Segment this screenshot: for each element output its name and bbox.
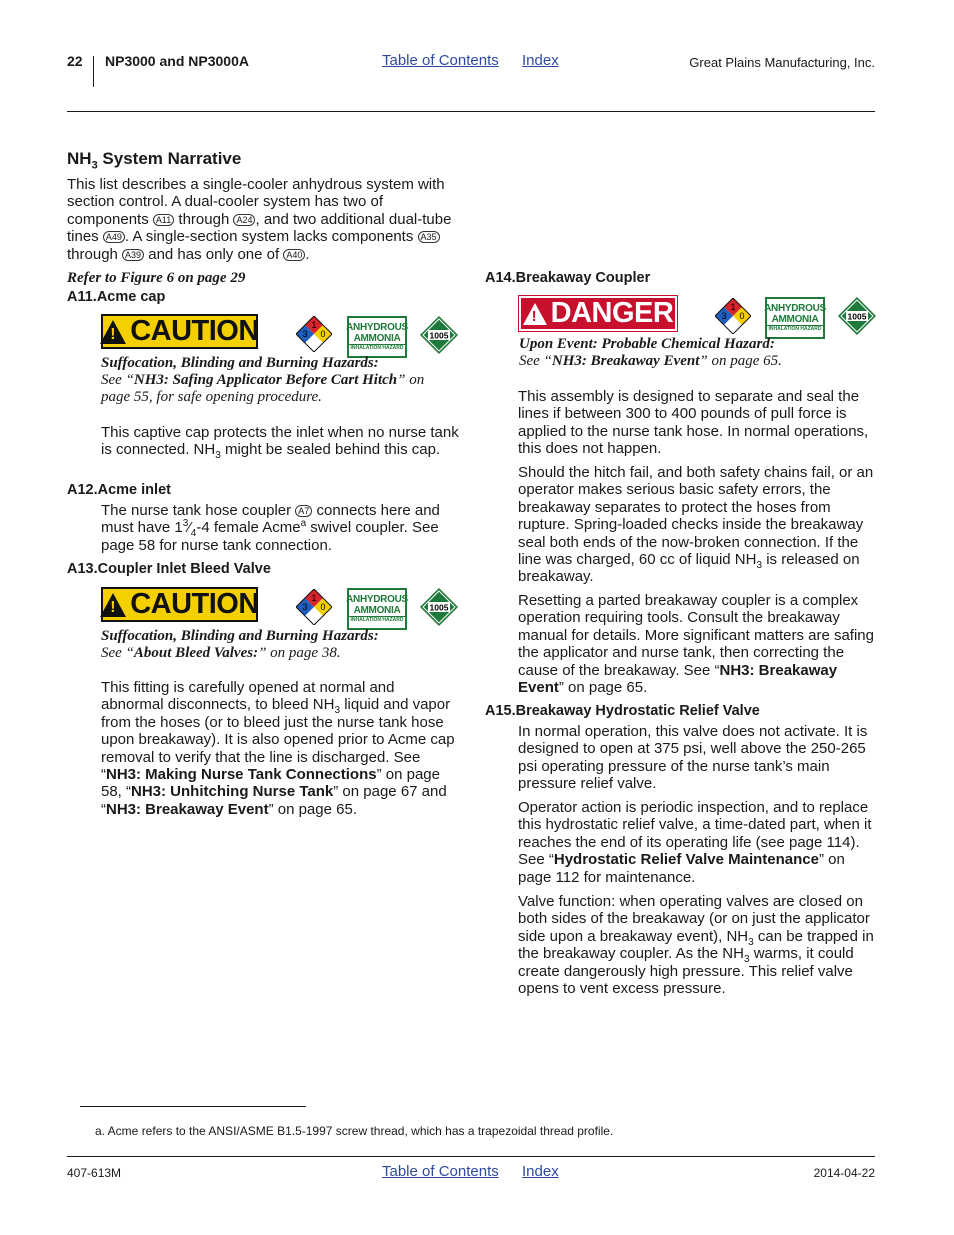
svg-text:1005: 1005 xyxy=(847,311,867,322)
publication-date: 2014-04-22 xyxy=(813,1166,875,1180)
ref-a24: A24 xyxy=(233,214,255,226)
caution-sign-a13: ! CAUTION xyxy=(101,587,258,622)
svg-text:1: 1 xyxy=(730,302,736,312)
footer-rule xyxy=(67,1156,875,1157)
a13-heading: A13.Coupler Inlet Bleed Valve xyxy=(67,561,271,577)
a11-heading: A11.Acme cap xyxy=(67,289,166,305)
un-1005-placard-icon xyxy=(419,587,459,631)
un-1005-placard-icon xyxy=(419,315,459,359)
a12-description: The nurse tank hose coupler A7 connects here and must have $1^3⁄_4-4$ female Acme$^a$ swivel coupler. See page 58 for nurse tank connection. xyxy=(101,502,440,554)
svg-text:1: 1 xyxy=(311,320,317,330)
ref-a40: A40 xyxy=(283,249,305,261)
a12-heading: A12.Acme inlet xyxy=(67,482,171,498)
svg-text:0: 0 xyxy=(320,602,326,612)
svg-text:3: 3 xyxy=(302,329,308,339)
a14-heading: A14.Breakaway Coupler xyxy=(485,270,651,286)
ref-a39: A39 xyxy=(122,249,144,261)
nfpa-diamond-icon xyxy=(296,589,332,629)
a14-paragraph-3: Resetting a parted breakaway coupler is a complex operation requiring tools. Consult the breakaway manual for details. More significant matters are safing the applicator and nurse tank, then correcting the cause of the breakaway. See “NH3: Breakaway Event” on page 65. xyxy=(518,592,874,697)
anhydrous-ammonia-label: ANHYDROUS AMMONIA INHALATION HAZARD xyxy=(765,297,825,339)
a11-description: This captive cap protects the inlet when no nurse tank is connected. $NH_3$ might be sealed behind this cap. xyxy=(101,424,459,462)
a13-description: This fitting is carefully opened at normal and abnormal disconnects, to bleed $NH_3$ liquid and vapor from the hoses (or to bleed just the nurse tank hose upon breakaway). It is also opened prior to Acme cap removal to verify that the line is discharged. See “NH3: Making Nurse Tank Connections” on page 58, “NH3: Unhitching Nurse Tank” on page 67 and “NH3: Breakaway Event” on page 65. xyxy=(101,679,455,818)
company-name: Great Plains Manufacturing, Inc. xyxy=(689,55,875,70)
ref-a49: A49 xyxy=(103,231,125,243)
a15-paragraph-2: Operator action is periodic inspection, and to replace this hydrostatic relief valve, a time-dated part, when it reaches the end of its operating life (see page 114). See “Hydrostatic Relief Valve Maintenance” on page 112 for maintenance. xyxy=(518,799,872,886)
a13-hazard-note: Suffocation, Blinding and Burning Hazards: See “About Bleed Valves:” on page 38. xyxy=(101,628,379,661)
manual-title: NP3000 and NP3000A xyxy=(105,53,249,69)
document-number: 407-613M xyxy=(67,1166,122,1180)
a15-paragraph-1: In normal operation, this valve does not activate. It is designed to open at 375 psi, well above the 250-265 psi operating pressure of the nurse tank’s main pressure relief valve. xyxy=(518,723,868,793)
danger-sign-a14: ! DANGER xyxy=(519,296,677,331)
footnote: a. Acme refers to the ANSI/ASME B1.5-1997 screw thread, which has a trapezoidal thread profile. xyxy=(95,1124,614,1138)
header-divider xyxy=(93,56,94,87)
index-link-footer[interactable]: Index xyxy=(522,1163,559,1180)
a11-hazard-note: Suffocation, Blinding and Burning Hazards: See “NH3: Safing Applicator Before Cart Hitch” on page 55, for safe opening procedure. xyxy=(101,355,425,405)
a14-paragraph-1: This assembly is designed to separate and seal the lines if between 300 to 400 pounds of pull force is applied to the nurse tank hose. In normal operations, this does not happen. xyxy=(518,388,869,458)
a15-heading: A15.Breakaway Hydrostatic Relief Valve xyxy=(485,703,760,719)
a15-paragraph-3: Valve function: when operating valves are closed on both sides of the breakaway (or on just the applicator side upon a breakaway event), $NH_3$ can be trapped in the breakaway coupler. As the $NH_3$ warms, it could create dangerously high pressure. This relief valve opens to vent excess pressure. xyxy=(518,893,874,998)
section-title: $NH_3$ System Narrative xyxy=(67,149,242,172)
toc-link-header[interactable]: Table of Contents xyxy=(382,52,499,69)
figure-reference: Refer to Figure 6 on page 29 xyxy=(67,270,246,286)
ref-a11: A11 xyxy=(153,214,174,226)
footnote-rule xyxy=(80,1106,306,1107)
un-1005-placard-icon xyxy=(837,296,877,340)
svg-text:0: 0 xyxy=(739,311,745,321)
svg-text:1: 1 xyxy=(311,593,317,603)
header-rule xyxy=(67,111,875,112)
warning-triangle-icon: ! xyxy=(100,320,126,344)
svg-text:1005: 1005 xyxy=(429,330,449,341)
anhydrous-ammonia-label: ANHYDROUS AMMONIA INHALATION HAZARD xyxy=(347,588,407,630)
caution-sign-a11: ! CAUTION xyxy=(101,314,258,349)
a14-paragraph-2: Should the hitch fail, and both safety chains fail, or an operator makes serious basic safety errors, the breakaway separates to protect the hoses from rupture. Spring-loaded checks inside the breakaway seal both ends of the now-broken connection. If the line was charged, 60 cc of liquid $NH_3$ is released on breakaway. xyxy=(518,464,874,586)
ref-a7: A7 xyxy=(295,505,312,517)
index-link-header[interactable]: Index xyxy=(522,52,559,69)
page-number: 22 xyxy=(67,53,83,69)
section-intro: This list describes a single-cooler anhydrous system with section control. A dual-cooler system has two of components A11 through A24 , and two additional dual-tube tines A49 . A single-section system lacks components A35 through A39 and has only one of A40 . xyxy=(67,176,452,263)
anhydrous-ammonia-label: ANHYDROUS AMMONIA INHALATION HAZARD xyxy=(347,316,407,358)
warning-triangle-icon: ! xyxy=(100,593,126,617)
svg-text:3: 3 xyxy=(302,602,308,612)
nfpa-diamond-icon xyxy=(296,316,332,356)
a14-hazard-note: Upon Event: Probable Chemical Hazard: See “NH3: Breakaway Event” on page 65. xyxy=(519,336,782,369)
svg-text:0: 0 xyxy=(320,329,326,339)
warning-triangle-icon: ! xyxy=(523,303,547,325)
svg-text:3: 3 xyxy=(721,311,727,321)
nfpa-diamond-icon xyxy=(715,298,751,338)
toc-link-footer[interactable]: Table of Contents xyxy=(382,1163,499,1180)
ref-a35: A35 xyxy=(418,231,440,243)
svg-text:1005: 1005 xyxy=(429,602,449,613)
